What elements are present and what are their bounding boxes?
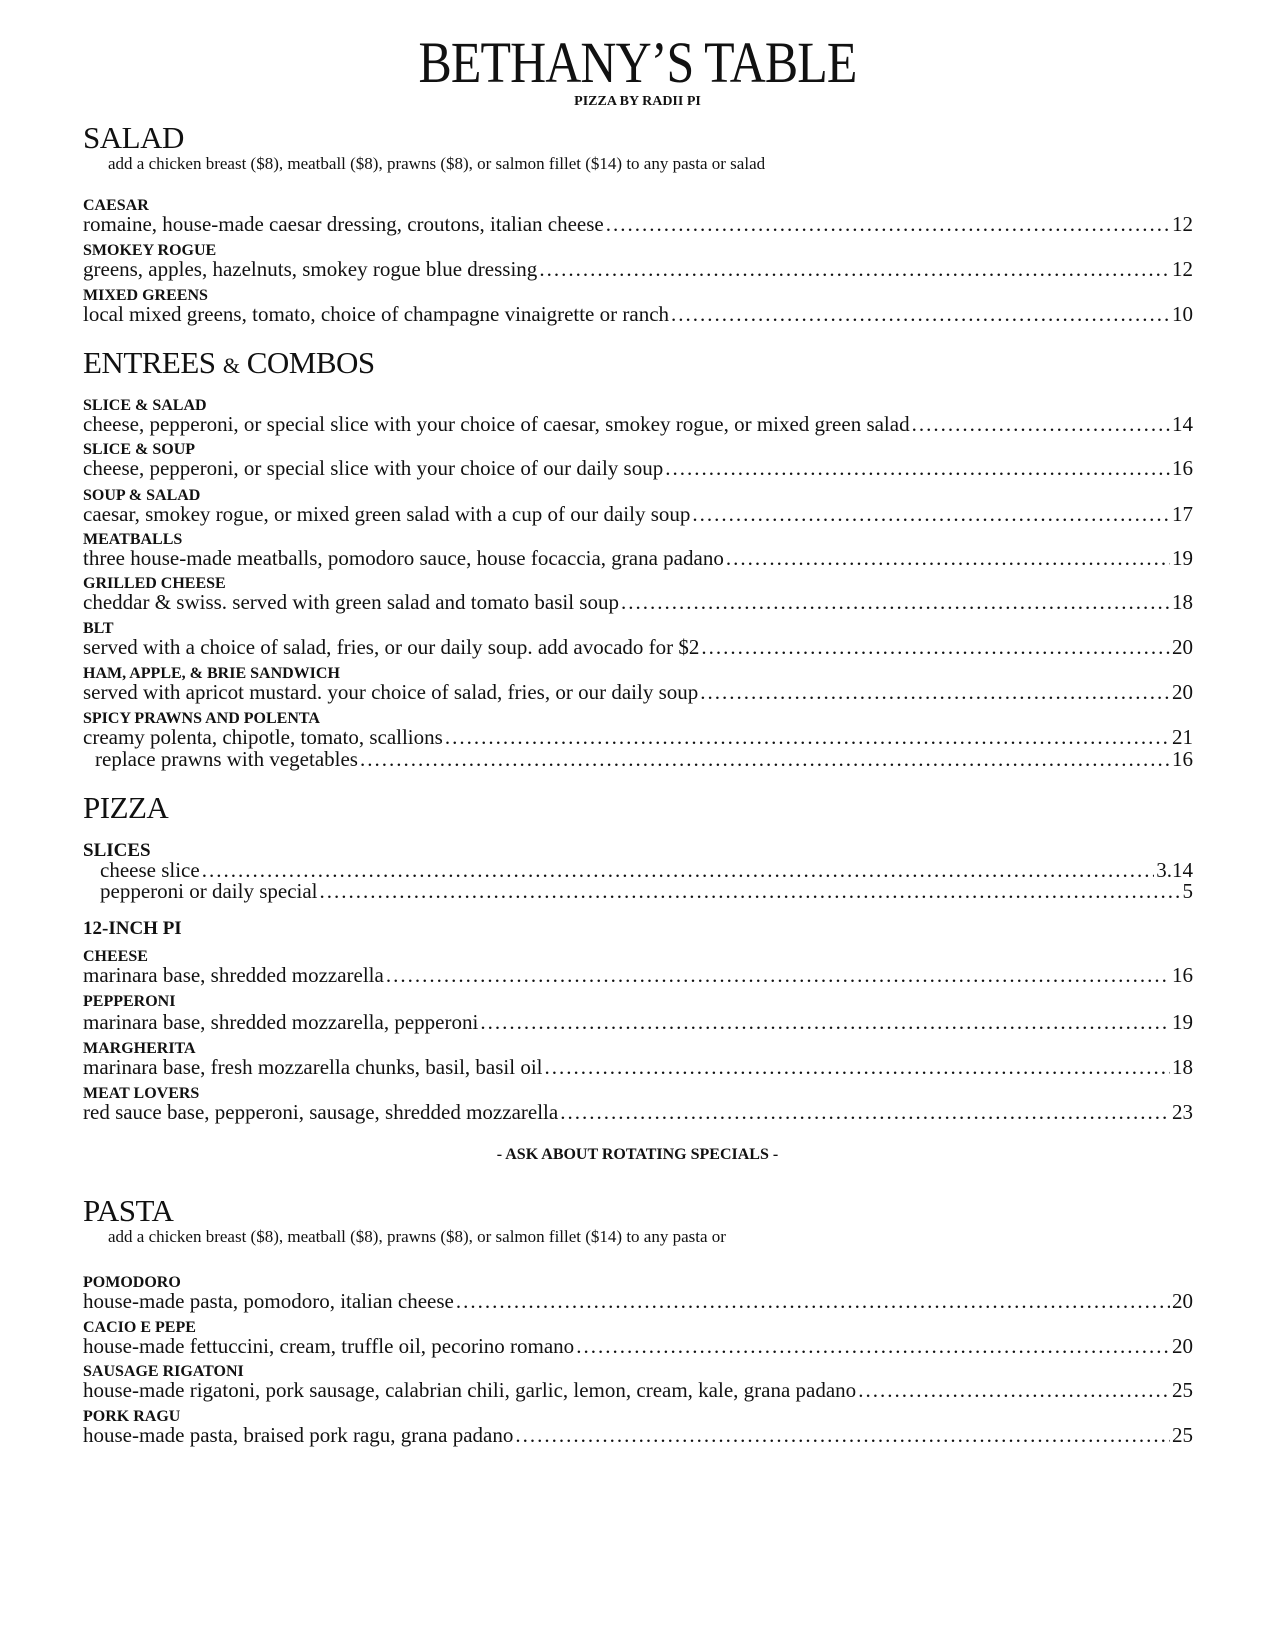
- item-name-cacio-e-pepe: CACIO E PEPE: [83, 1319, 196, 1336]
- item-price: 5: [1182, 879, 1193, 903]
- item-name-meatballs: MEATBALLS: [83, 531, 183, 548]
- item-name-pork-ragu: PORK RAGU: [83, 1408, 181, 1425]
- item-price: 20: [1172, 635, 1193, 659]
- item-price: 25: [1172, 1423, 1193, 1447]
- menu-line-soup-salad: [83, 502, 1193, 526]
- dot-leader: [858, 1378, 1170, 1402]
- item-desc: replace prawns with vegetables: [95, 747, 358, 771]
- item-price: 12: [1172, 212, 1193, 236]
- item-name-cheese-pi: CHEESE: [83, 948, 148, 965]
- dot-leader: [665, 456, 1170, 480]
- item-desc: served with apricot mustard. your choice of salad, fries, or our daily soup: [83, 680, 699, 704]
- item-price: 21: [1172, 725, 1193, 749]
- item-desc: caesar, smokey rogue, or mixed green salad with a cup of our daily soup: [83, 502, 691, 526]
- menu-line-sausage-rigatoni: [83, 1378, 1193, 1402]
- item-price: 23: [1172, 1100, 1193, 1124]
- item-desc: served with a choice of salad, fries, or our daily soup. add avocado for $2: [83, 635, 700, 659]
- menu-line-slice-salad: [83, 412, 1193, 436]
- dot-leader: [456, 1289, 1170, 1313]
- item-price: 19: [1172, 1010, 1193, 1034]
- dot-leader: [621, 590, 1170, 614]
- menu-line-pork-ragu: [83, 1423, 1193, 1447]
- item-desc: pepperoni or daily special: [100, 879, 318, 903]
- menu-line-meatballs: [83, 546, 1193, 570]
- item-desc: romaine, house-made caesar dressing, croutons, italian cheese: [83, 212, 604, 236]
- dot-leader: [606, 212, 1170, 236]
- item-price: 19: [1172, 546, 1193, 570]
- item-price: 14: [1172, 412, 1193, 436]
- entrees-title-b: COMBOS: [246, 345, 375, 380]
- item-name-ham-apple-brie: HAM, APPLE, & BRIE SANDWICH: [83, 665, 340, 682]
- dot-leader: [701, 635, 1170, 659]
- dot-leader: [539, 257, 1170, 281]
- item-price: 18: [1172, 1055, 1193, 1079]
- section-title-pasta: PASTA: [83, 1193, 174, 1228]
- item-desc: house-made fettuccini, cream, truffle oil, pecorino romano: [83, 1334, 575, 1358]
- menu-line-pepperoni-slice: [100, 879, 1193, 903]
- item-desc: marinara base, shredded mozzarella: [83, 963, 384, 987]
- slices-label: SLICES: [83, 840, 151, 861]
- menu-line-meat-lovers: [83, 1100, 1193, 1124]
- dot-leader: [692, 502, 1170, 526]
- item-name-spicy-prawns: SPICY PRAWNS AND POLENTA: [83, 710, 320, 727]
- menu-line-grilled-cheese: [83, 590, 1193, 614]
- dot-leader: [360, 747, 1170, 771]
- pi-label: 12-INCH PI: [83, 918, 182, 939]
- item-price: 3.14: [1156, 858, 1193, 882]
- item-name-sausage-rigatoni: SAUSAGE RIGATONI: [83, 1363, 244, 1380]
- section-title-salad: SALAD: [83, 120, 184, 155]
- item-name-slice-salad: SLICE & SALAD: [83, 397, 207, 414]
- dot-leader: [671, 302, 1170, 326]
- dot-leader: [700, 680, 1170, 704]
- item-price: 20: [1172, 1334, 1193, 1358]
- restaurant-title: BETHANY’S TABLE: [418, 30, 857, 95]
- menu-line-blt: [83, 635, 1193, 659]
- item-desc: cheese slice: [100, 858, 200, 882]
- item-name-smokey-rogue: SMOKEY ROGUE: [83, 242, 217, 259]
- item-price: 17: [1172, 502, 1193, 526]
- entrees-title-a: ENTREES: [83, 345, 216, 380]
- dot-leader: [386, 963, 1170, 987]
- item-desc: cheddar & swiss. served with green salad and tomato basil soup: [83, 590, 619, 614]
- item-name-margherita: MARGHERITA: [83, 1040, 196, 1057]
- menu-line-cheese-pi: [83, 963, 1193, 987]
- item-name-soup-salad: SOUP & SALAD: [83, 487, 201, 504]
- section-title-pizza: PIZZA: [83, 790, 169, 825]
- item-desc: red sauce base, pepperoni, sausage, shredded mozzarella: [83, 1100, 559, 1124]
- item-name-blt: BLT: [83, 620, 114, 637]
- menu-line-margherita: [83, 1055, 1193, 1079]
- item-desc: cheese, pepperoni, or special slice with your choice of our daily soup: [83, 456, 664, 480]
- item-name-mixed-greens: MIXED GREENS: [83, 287, 208, 304]
- item-price: 10: [1172, 302, 1193, 326]
- entrees-title-amp: &: [222, 353, 240, 378]
- item-name-caesar: CAESAR: [83, 197, 149, 214]
- item-name-pepperoni-pi: PEPPERONI: [83, 993, 176, 1010]
- section-title-entrees: [83, 345, 375, 384]
- dot-leader: [576, 1334, 1170, 1358]
- item-price: 20: [1172, 1289, 1193, 1313]
- item-desc: house-made pasta, braised pork ragu, grana padano: [83, 1423, 514, 1447]
- item-desc: three house-made meatballs, pomodoro sauce, house focaccia, grana padano: [83, 546, 724, 570]
- item-desc: marinara base, fresh mozzarella chunks, basil, basil oil: [83, 1055, 543, 1079]
- menu-line-veg-option: [95, 747, 1193, 771]
- item-price: 12: [1172, 257, 1193, 281]
- dot-leader: [480, 1010, 1170, 1034]
- menu-line-mixed-greens: [83, 302, 1193, 326]
- dot-leader: [320, 879, 1181, 903]
- salad-addon-note: add a chicken breast ($8), meatball ($8), prawns ($8), or salmon fillet ($14) to any pasta or salad: [108, 154, 766, 173]
- item-price: 20: [1172, 680, 1193, 704]
- menu-line-slice-soup: [83, 456, 1193, 480]
- item-desc: house-made rigatoni, pork sausage, calabrian chili, garlic, lemon, cream, kale, grana padano: [83, 1378, 857, 1402]
- item-desc: cheese, pepperoni, or special slice with your choice of caesar, smokey rogue, or mixed green salad: [83, 412, 910, 436]
- dot-leader: [912, 412, 1170, 436]
- item-price: 25: [1172, 1378, 1193, 1402]
- item-desc: house-made pasta, pomodoro, italian cheese: [83, 1289, 454, 1313]
- restaurant-subtitle: PIZZA BY RADII PI: [574, 94, 701, 109]
- item-desc: marinara base, shredded mozzarella, pepperoni: [83, 1010, 479, 1034]
- item-price: 16: [1172, 456, 1193, 480]
- item-name-grilled-cheese: GRILLED CHEESE: [83, 575, 226, 592]
- menu-line-cacio-e-pepe: [83, 1334, 1193, 1358]
- pasta-addon-note: add a chicken breast ($8), meatball ($8), prawns ($8), or salmon fillet ($14) to any pasta or: [108, 1227, 726, 1246]
- dot-leader: [545, 1055, 1171, 1079]
- item-desc: greens, apples, hazelnuts, smokey rogue blue dressing: [83, 257, 538, 281]
- item-price: 18: [1172, 590, 1193, 614]
- menu-line-pepperoni-pi: [83, 1010, 1193, 1034]
- dot-leader: [726, 546, 1170, 570]
- rotating-specials-callout: - ASK ABOUT ROTATING SPECIALS -: [496, 1146, 779, 1163]
- menu-line-spicy-prawns: [83, 725, 1193, 749]
- dot-leader: [445, 725, 1170, 749]
- menu-line-smokey-rogue: [83, 257, 1193, 281]
- dot-leader: [560, 1100, 1170, 1124]
- menu-line-caesar: [83, 212, 1193, 236]
- item-desc: creamy polenta, chipotle, tomato, scallions: [83, 725, 443, 749]
- item-name-meat-lovers: MEAT LOVERS: [83, 1085, 200, 1102]
- menu-line-ham-apple-brie: [83, 680, 1193, 704]
- item-price: 16: [1172, 963, 1193, 987]
- item-desc: local mixed greens, tomato, choice of champagne vinaigrette or ranch: [83, 302, 670, 326]
- dot-leader: [515, 1423, 1170, 1447]
- item-name-pomodoro: POMODORO: [83, 1274, 181, 1291]
- item-name-slice-soup: SLICE & SOUP: [83, 441, 196, 458]
- menu-line-pomodoro: [83, 1289, 1193, 1313]
- item-price: 16: [1172, 747, 1193, 771]
